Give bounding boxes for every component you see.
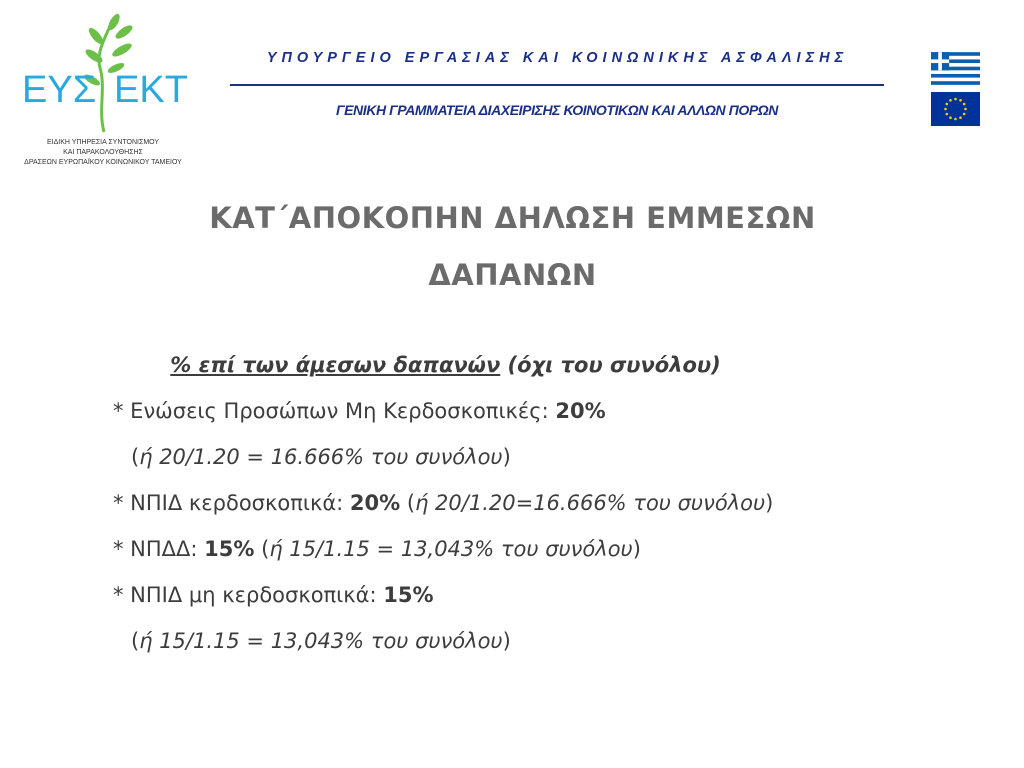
eu-flag-icon xyxy=(931,92,980,126)
logo-caption-line: ΚΑΙ ΠΑΡΑΚΟΛΟΥΘΗΣΗΣ xyxy=(63,149,143,156)
note-close-paren: ) xyxy=(765,491,774,515)
note-close-paren: ) xyxy=(632,537,641,561)
slide-title-line-2: ΔΑΠΑΝΩΝ xyxy=(428,258,597,292)
item-value: 15% xyxy=(383,583,434,607)
secretariat-title: ΓΕΝΙΚΗ ΓΡΑΜΜΑΤΕΙΑ ΔΙΑΧΕΙΡΙΣΗΣ ΚΟΙΝΟΤΙΚΩΝ ΚΑΙ ΑΛΛΩΝ ΠΟΡΩΝ xyxy=(335,102,779,118)
note-open-paren: ( xyxy=(131,445,140,469)
item-note: ή 15/1.15 = 13,043% του συνόλου xyxy=(139,629,503,653)
item-note: ή 20/1.20=16.666% του συνόλου xyxy=(415,491,766,515)
note-open-paren: ( xyxy=(254,537,270,561)
list-item xyxy=(113,480,993,526)
list-item xyxy=(113,388,993,434)
header-divider xyxy=(230,84,884,86)
esf-logo xyxy=(18,10,188,178)
logo-caption-line: ΔΡΑΣΕΩΝ ΕΥΡΩΠΑΪΚΟΥ ΚΟΙΝΩΝΙΚΟΥ ΤΑΜΕΙΟΥ xyxy=(24,159,182,166)
item-label: * ΝΠΙΔ μη κερδοσκοπικά: xyxy=(113,583,384,607)
list-item-note xyxy=(113,434,993,480)
list-item xyxy=(113,526,993,572)
logo-caption-line: ΕΙΔΙΚΗ ΥΠΗΡΕΣΙΑ ΣΥΝΤΟΝΙΣΜΟΥ xyxy=(46,139,160,146)
item-label: * ΝΠΔΔ: xyxy=(113,537,205,561)
item-label: * Ενώσεις Προσώπων Μη Κερδοσκοπικές: xyxy=(113,399,556,423)
ministry-title: ΥΠΟΥΡΓΕΙΟ ΕΡΓΑΣΙΑΣ ΚΑΙ ΚΟΙΝΩΝΙΚΗΣ ΑΣΦΑΛΙΣΗΣ xyxy=(266,50,849,66)
list-item-note xyxy=(113,618,993,664)
item-value: 20% xyxy=(349,491,401,515)
note-open-paren: ( xyxy=(400,491,416,515)
note-close-paren: ) xyxy=(502,629,511,653)
esf-logo-mark xyxy=(18,10,188,138)
logo-caption xyxy=(18,138,188,168)
logo-wordmark-right: ΕΚΤ xyxy=(114,69,188,111)
list-item xyxy=(113,572,993,618)
logo-wordmark-left: ΕΥΣ xyxy=(22,69,97,111)
note-open-paren: ( xyxy=(131,629,140,653)
item-note: ή 15/1.15 = 13,043% του συνόλου xyxy=(269,537,633,561)
slide-title xyxy=(100,190,925,304)
note-close-paren: ) xyxy=(502,445,511,469)
subheading-rest: (όχι του συνόλου) xyxy=(500,353,721,377)
item-note: ή 20/1.20 = 16.666% του συνόλου xyxy=(139,445,503,469)
subheading-underlined: % επί των άμεσων δαπανών xyxy=(170,353,501,377)
slide-title-line-1: ΚΑΤ΄ΑΠΟΚΟΠΗΝ ΔΗΛΩΣΗ ΕΜΜΕΣΩΝ xyxy=(209,201,816,235)
subheading xyxy=(113,342,768,388)
item-value: 15% xyxy=(204,537,255,561)
greek-flag-icon xyxy=(931,52,980,85)
item-value: 20% xyxy=(555,399,606,423)
slide-body xyxy=(113,342,993,664)
item-label: * ΝΠΙΔ κερδοσκοπικά: xyxy=(113,491,350,515)
